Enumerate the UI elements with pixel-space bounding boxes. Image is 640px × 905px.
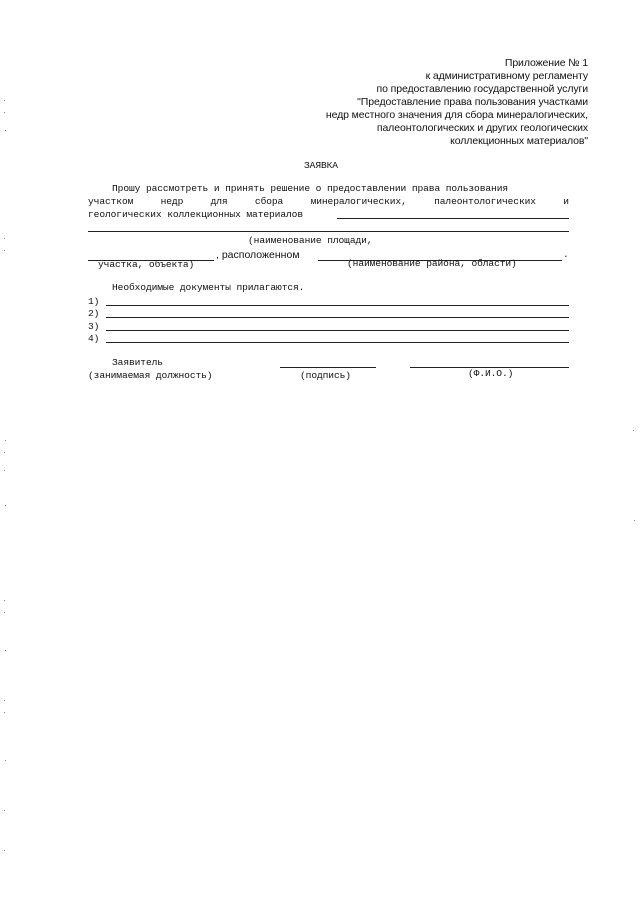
para-word: сбора bbox=[254, 196, 284, 207]
para-word: участком bbox=[88, 196, 134, 207]
para-word: минералогических, bbox=[310, 196, 407, 207]
area-label-2: участка, объекта) bbox=[98, 259, 195, 270]
doc-fill-line[interactable] bbox=[106, 317, 569, 318]
doc-item-number: 3) bbox=[88, 321, 100, 332]
para-word: палеонтологических bbox=[434, 196, 536, 207]
para-word: для bbox=[210, 196, 228, 207]
applicant-label: Заявитель bbox=[112, 357, 163, 368]
para-line-1: Прошу рассмотреть и принять решение о предоставлении права пользования bbox=[112, 183, 509, 194]
fio-label: (Ф.И.О.) bbox=[468, 368, 514, 379]
header-line-5: недр местного значения для сбора минералогических, bbox=[325, 109, 588, 121]
header-line-1: Приложение № 1 bbox=[504, 57, 588, 69]
signature-label: (подпись) bbox=[300, 370, 351, 381]
para-line-2 bbox=[88, 196, 569, 208]
doc-item-number: 4) bbox=[88, 333, 100, 344]
full-width-fill-line[interactable] bbox=[88, 231, 569, 232]
doc-item-number: 2) bbox=[88, 308, 100, 319]
header-line-2: к административному регламенту bbox=[425, 70, 588, 82]
signature-fill-line[interactable] bbox=[280, 367, 376, 368]
para-word: и bbox=[563, 196, 569, 207]
doc-fill-line[interactable] bbox=[106, 305, 569, 306]
area-label: (наименование площади, bbox=[248, 235, 373, 246]
located-label: , расположенном bbox=[216, 249, 300, 261]
doc-item-number: 1) bbox=[88, 296, 100, 307]
header-line-4: "Предоставление права пользования участками bbox=[357, 96, 588, 108]
header-line-6: палеонтологических и других геологических bbox=[376, 122, 588, 134]
position-label: (занимаемая должность) bbox=[88, 370, 213, 381]
form-title: ЗАЯВКА bbox=[304, 160, 338, 171]
doc-fill-line[interactable] bbox=[106, 342, 569, 343]
header-line-7: коллекционных материалов" bbox=[450, 135, 588, 147]
header-line-3: по предоставлению государственной услуги bbox=[376, 83, 588, 95]
para-line-3: геологических коллекционных материалов bbox=[88, 209, 303, 220]
para-word: недр bbox=[160, 196, 184, 207]
doc-fill-line[interactable] bbox=[106, 330, 569, 331]
region-label: (наименование района, области) bbox=[347, 258, 517, 269]
docs-intro: Необходимые документы прилагаются. bbox=[112, 282, 305, 293]
materials-fill-line[interactable] bbox=[337, 218, 569, 219]
